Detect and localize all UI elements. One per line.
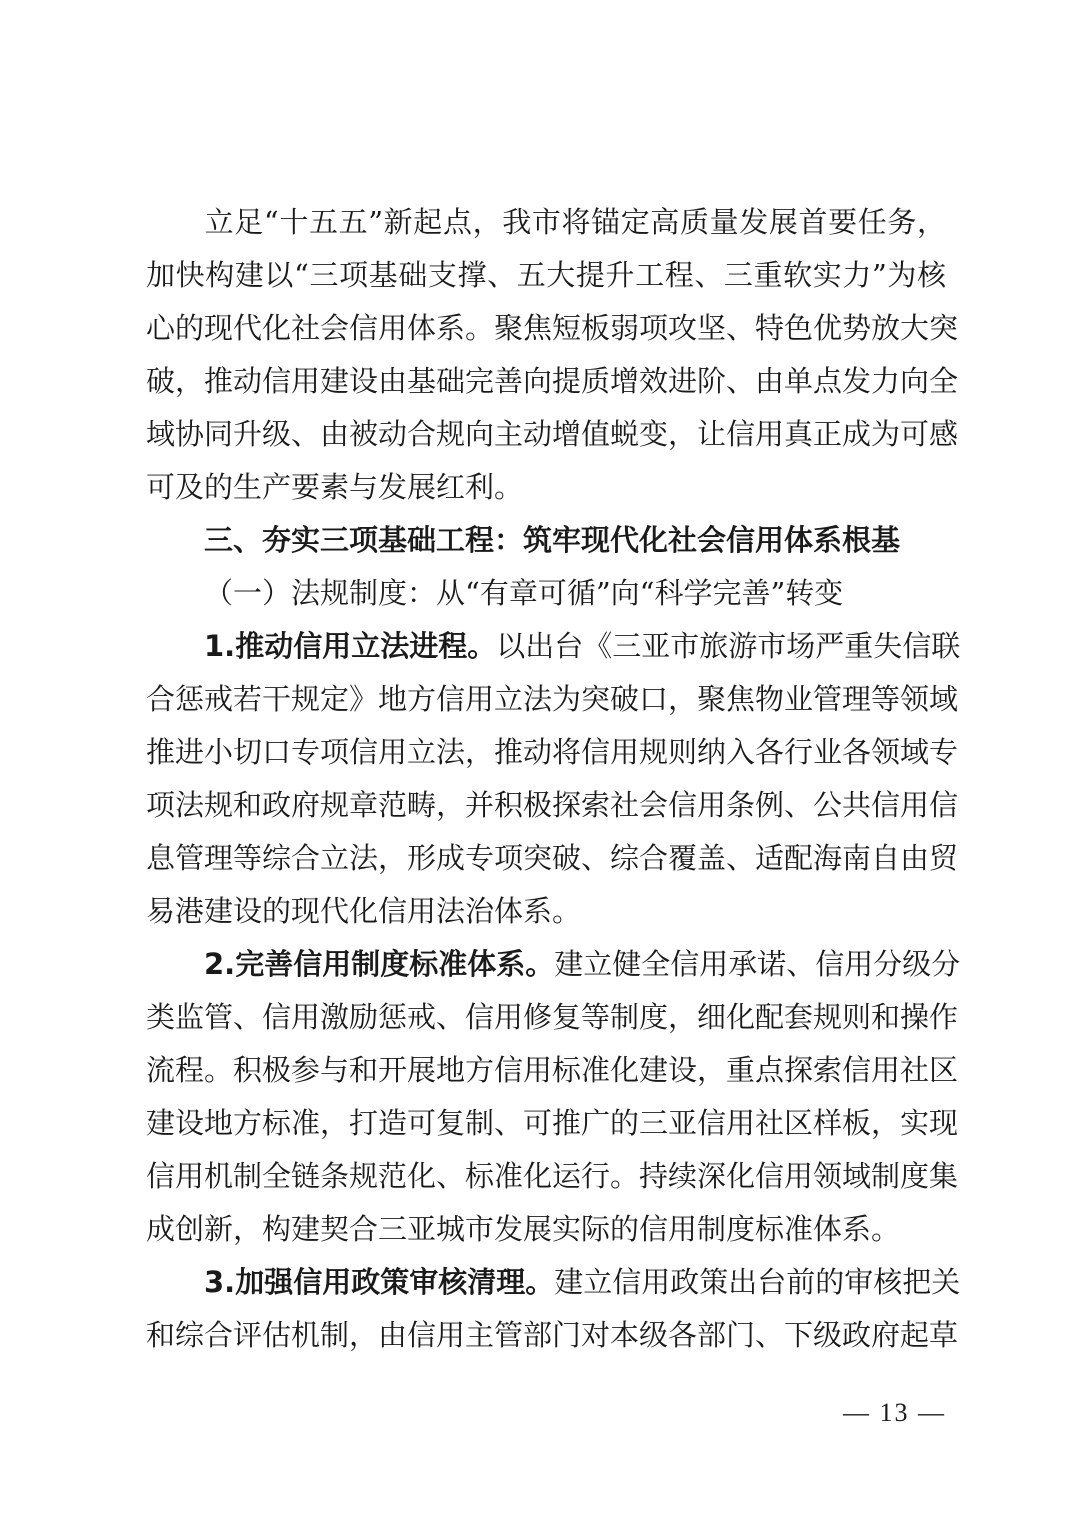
item-3-title: 3.加强信用政策审核清理。 (204, 1265, 555, 1299)
item-2-title: 2.完善信用制度标准体系。 (204, 947, 555, 981)
text-line: 立足“十五五”新起点，我市将锚定高质量发展首要任务， (204, 205, 946, 239)
text-line: 成创新，构建契合三亚城市发展实际的信用制度标准体系。 (146, 1212, 901, 1246)
text-line: 易港建设的现代化信用法治体系。 (146, 894, 582, 928)
text-line: 建设地方标准，打造可复制、可推广的三亚信用社区样板，实现 (146, 1106, 959, 1140)
text-line: 域协同升级、由被动合规向主动增值蜕变，让信用真正成为可感 (146, 417, 959, 451)
item-2-paragraph (146, 938, 961, 1256)
page-number: — 13 — (843, 1398, 946, 1427)
text-line: 3.加强信用政策审核清理。建立信用政策出台前的审核把关 (204, 1265, 961, 1299)
subsection-heading: （一）法规制度：从“有章可循”向“科学完善”转变 (204, 576, 844, 610)
text-line: 类监管、信用激励惩戒、信用修复等制度，细化配套规则和操作 (146, 1000, 959, 1034)
text-line: 2.完善信用制度标准体系。建立健全信用承诺、信用分级分 (204, 947, 961, 981)
text-line: 项法规和政府规章范畴，并积极探索社会信用条例、公共信用信 (146, 788, 959, 822)
text-line: 1.推动信用立法进程。以出台《三亚市旅游市场严重失信联 (204, 629, 961, 663)
item-1-title: 1.推动信用立法进程。 (204, 629, 497, 663)
text-line: 和综合评估机制，由信用主管部门对本级各部门、下级政府起草 (146, 1318, 959, 1352)
text-line: 可及的生产要素与发展红利。 (146, 470, 524, 504)
item-3-paragraph (146, 1256, 961, 1362)
document-body (146, 196, 961, 1362)
text-line: 流程。积极参与和开展地方信用标准化建设，重点探索信用社区 (146, 1053, 959, 1087)
section-heading: 三、夯实三项基础工程：筑牢现代化社会信用体系根基 (204, 523, 901, 557)
intro-paragraph (146, 196, 959, 514)
text-line: 合惩戒若干规定》地方信用立法为突破口，聚焦物业管理等领域 (146, 682, 959, 716)
text-line: 加快构建以“三项基础支撑、五大提升工程、三重软实力”为核 (146, 258, 946, 292)
text-line: 心的现代化社会信用体系。聚焦短板弱项攻坚、特色优势放大突 (146, 311, 959, 345)
text-line: 破，推动信用建设由基础完善向提质增效进阶、由单点发力向全 (146, 364, 959, 398)
item-1-paragraph (146, 620, 961, 938)
text-line: 息管理等综合立法，形成专项突破、综合覆盖、适配海南自由贸 (146, 841, 959, 875)
text-line: 信用机制全链条规范化、标准化运行。持续深化信用领域制度集 (146, 1159, 959, 1193)
text-line: 推进小切口专项信用立法，推动将信用规则纳入各行业各领域专 (146, 735, 959, 769)
